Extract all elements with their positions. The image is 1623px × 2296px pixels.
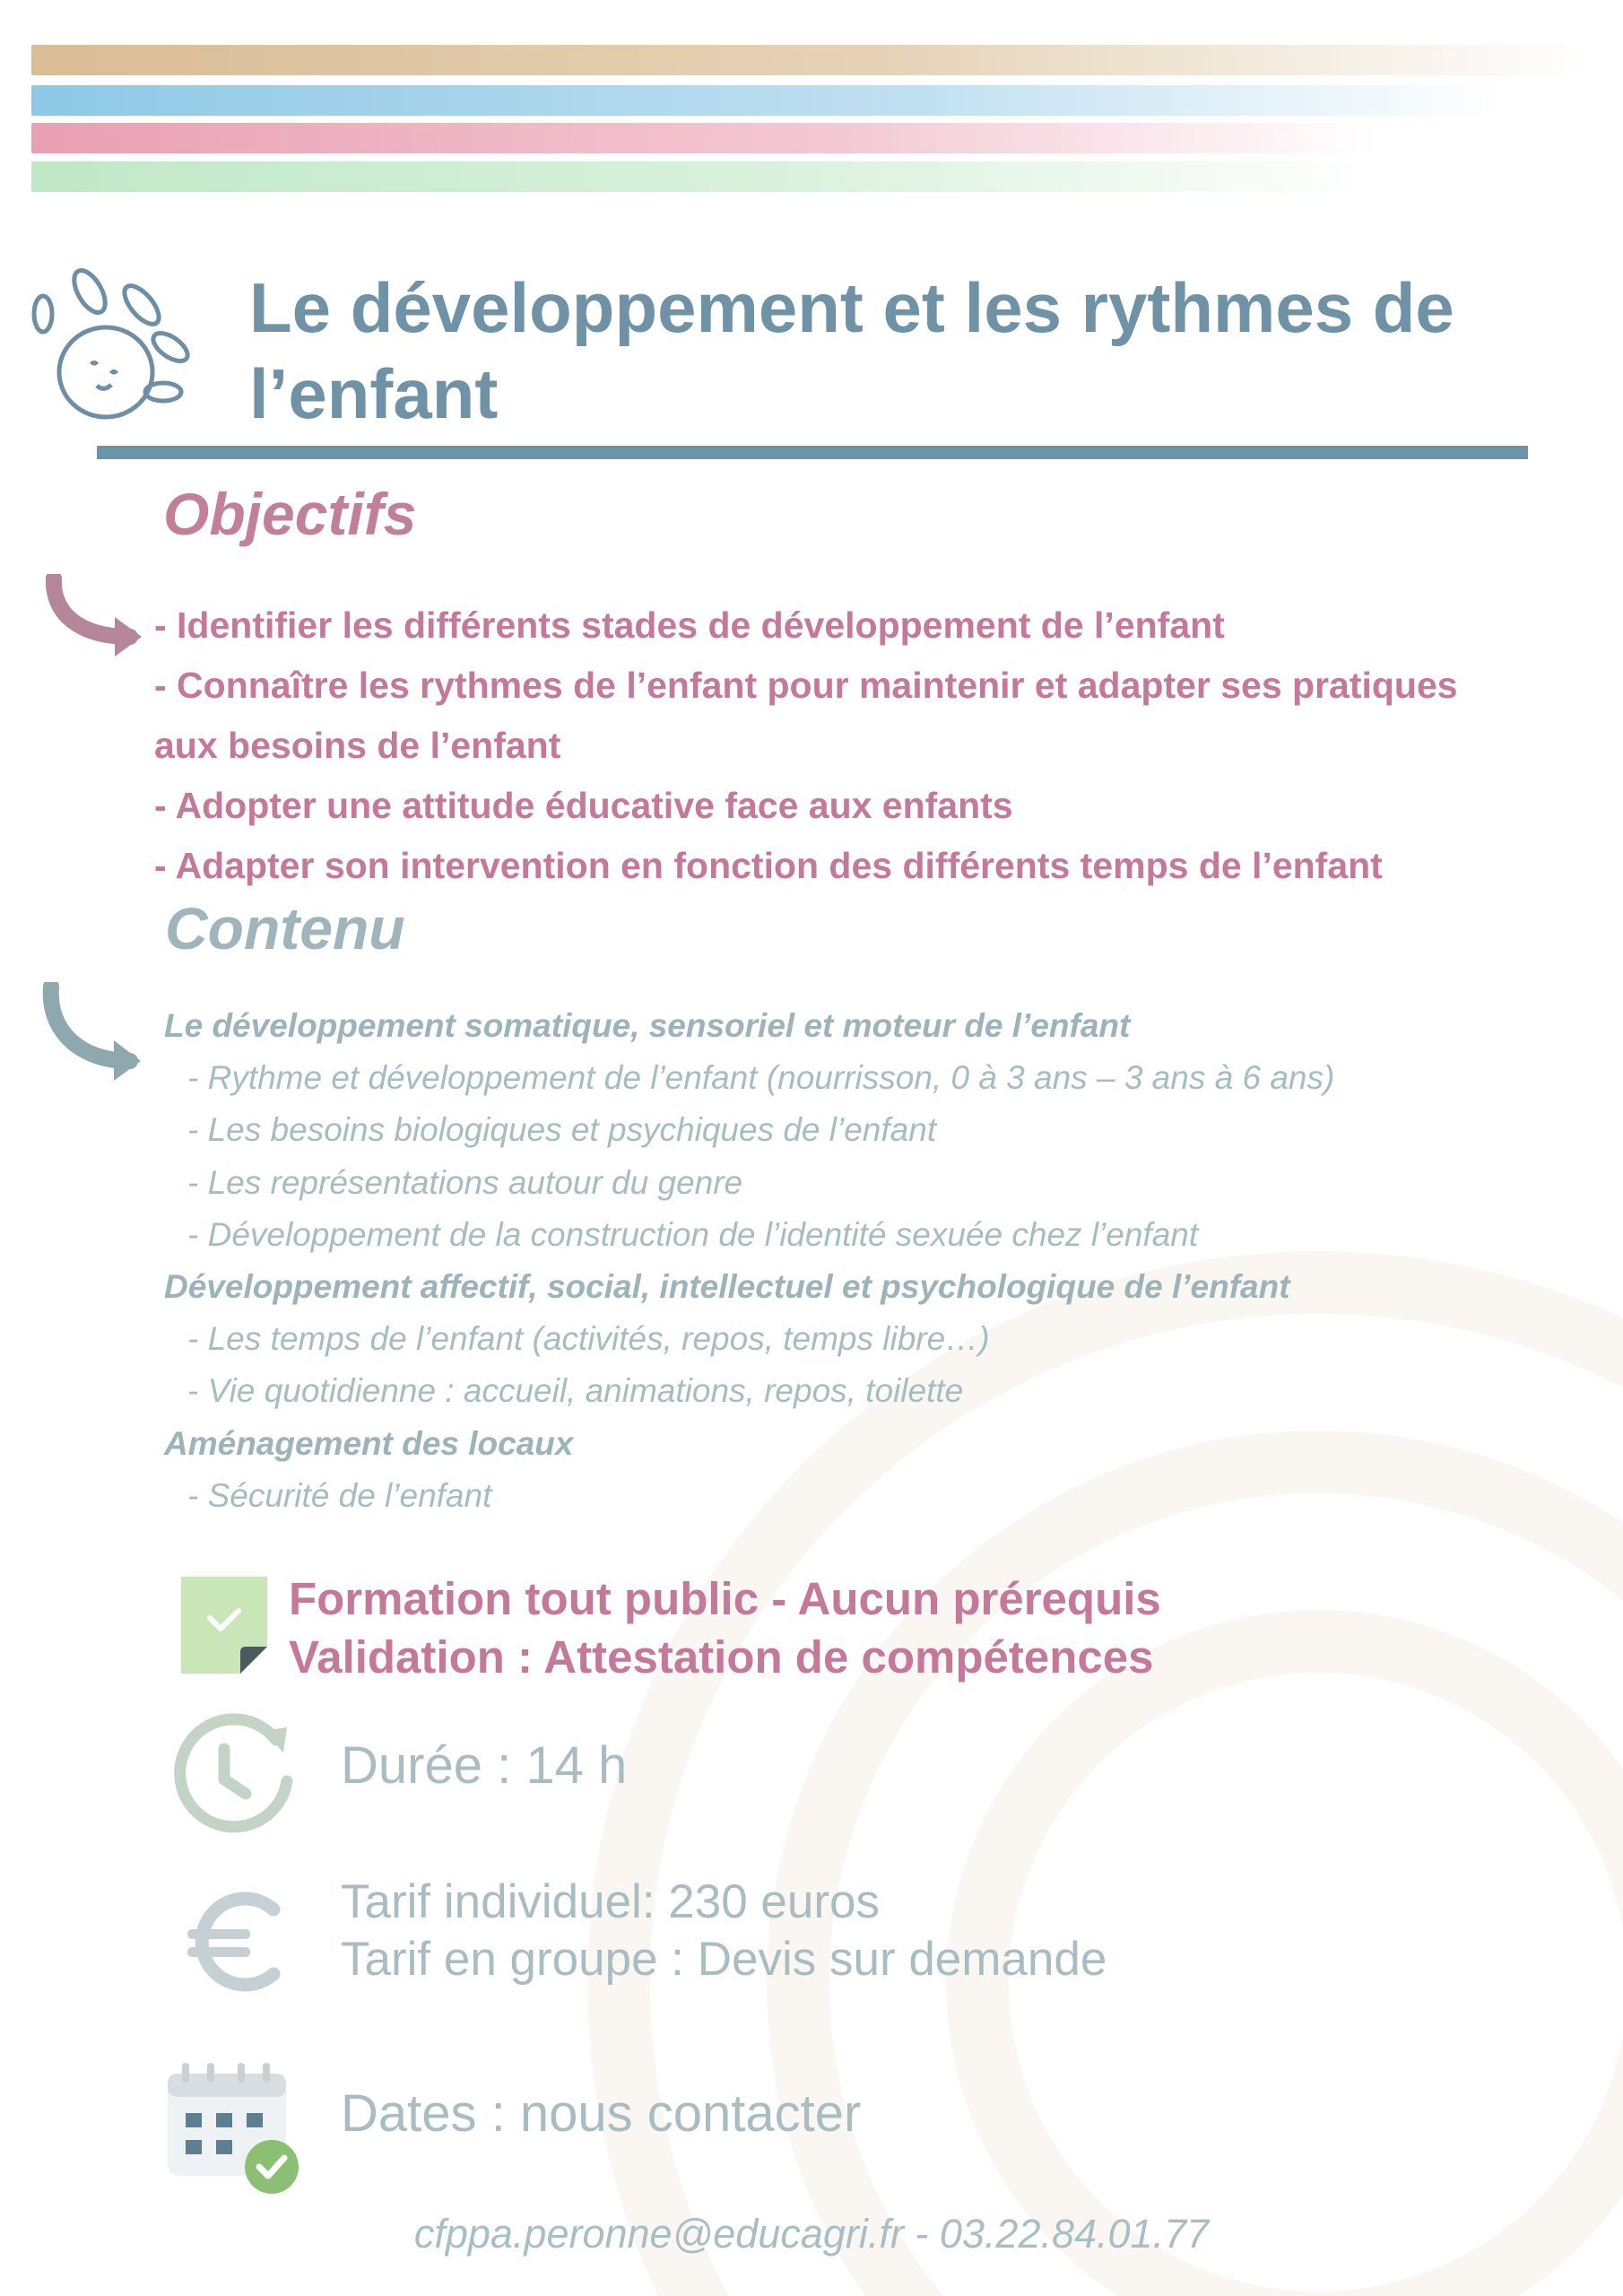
formation-public: Formation tout public - Aucun prérequis bbox=[289, 1573, 1161, 1624]
contenu-item: - Les besoins biologiques et psychiques de l’enfant bbox=[187, 1111, 937, 1149]
tarif-individuel: Tarif individuel: 230 euros bbox=[341, 1875, 881, 1928]
contenu-item: - Les temps de l’enfant (activités, repos, temps libre…) bbox=[187, 1320, 990, 1358]
curved-arrow-icon bbox=[40, 982, 152, 1090]
contenu-list bbox=[164, 1000, 1509, 1522]
formation-validation: Validation : Attestation de compétences bbox=[289, 1631, 1154, 1683]
tarif-info bbox=[341, 1874, 1107, 1988]
decorative-stripe-blue bbox=[31, 85, 1502, 116]
objectif-item: - Connaître les rythmes de l’enfant pour maintenir et adapter ses pratiques bbox=[154, 665, 1458, 706]
decorative-stripe-tan bbox=[31, 45, 1592, 75]
page-title: Le développement et les rythmes de l’enfant bbox=[249, 268, 1454, 433]
objectif-item: - Identifier les différents stades de développement de l’enfant bbox=[154, 604, 1225, 646]
decorative-stripe-green bbox=[31, 161, 1376, 192]
contenu-subheading: Développement affectif, social, intellectuel et psychologique de l’enfant bbox=[164, 1268, 1290, 1306]
contenu-item: - Les représentations autour du genre bbox=[187, 1163, 743, 1201]
title-underline bbox=[97, 446, 1528, 459]
clock-icon bbox=[170, 1711, 298, 1839]
decorative-stripe-pink bbox=[31, 123, 1376, 153]
contact-line: cfppa.peronne@educagri.fr - 03.22.84.01.77 bbox=[413, 2211, 1210, 2257]
contenu-item: - Développement de la construction de l’identité sexuée chez l’enfant bbox=[187, 1215, 1199, 1253]
objectifs-list bbox=[154, 596, 1553, 896]
calendar-check-icon bbox=[166, 2061, 305, 2196]
objectif-item: - Adopter une attitude éducative face aux enfants bbox=[154, 785, 1013, 826]
contenu-heading: Contenu bbox=[165, 895, 405, 961]
curved-arrow-icon bbox=[45, 574, 152, 664]
duree-text: Durée : 14 h bbox=[341, 1736, 628, 1795]
objectif-item: - Adapter son intervention en fonction des différents temps de l’enfant bbox=[154, 845, 1383, 886]
contenu-item: - Vie quotidienne : accueil, animations, repos, toilette bbox=[187, 1372, 964, 1410]
contenu-item: - Sécurité de l’enfant bbox=[187, 1476, 492, 1514]
contenu-subheading: Aménagement des locaux bbox=[164, 1424, 574, 1462]
contenu-item: - Rythme et développement de l’enfant (nourrisson, 0 à 3 ans – 3 ans à 6 ans) bbox=[187, 1059, 1335, 1097]
objectif-item: aux besoins de l’enfant bbox=[154, 725, 561, 766]
objectifs-heading: Objectifs bbox=[163, 481, 417, 547]
dates-text: Dates : nous contacter bbox=[341, 2084, 862, 2143]
formation-info bbox=[289, 1570, 1161, 1686]
tarif-groupe: Tarif en groupe : Devis sur demande bbox=[341, 1933, 1107, 1986]
hand-print-icon bbox=[27, 265, 193, 426]
checklist-note-icon bbox=[181, 1577, 267, 1674]
contenu-subheading: Le développement somatique, sensoriel et moteur de l’enfant bbox=[164, 1007, 1131, 1044]
euro-icon bbox=[184, 1888, 287, 1996]
